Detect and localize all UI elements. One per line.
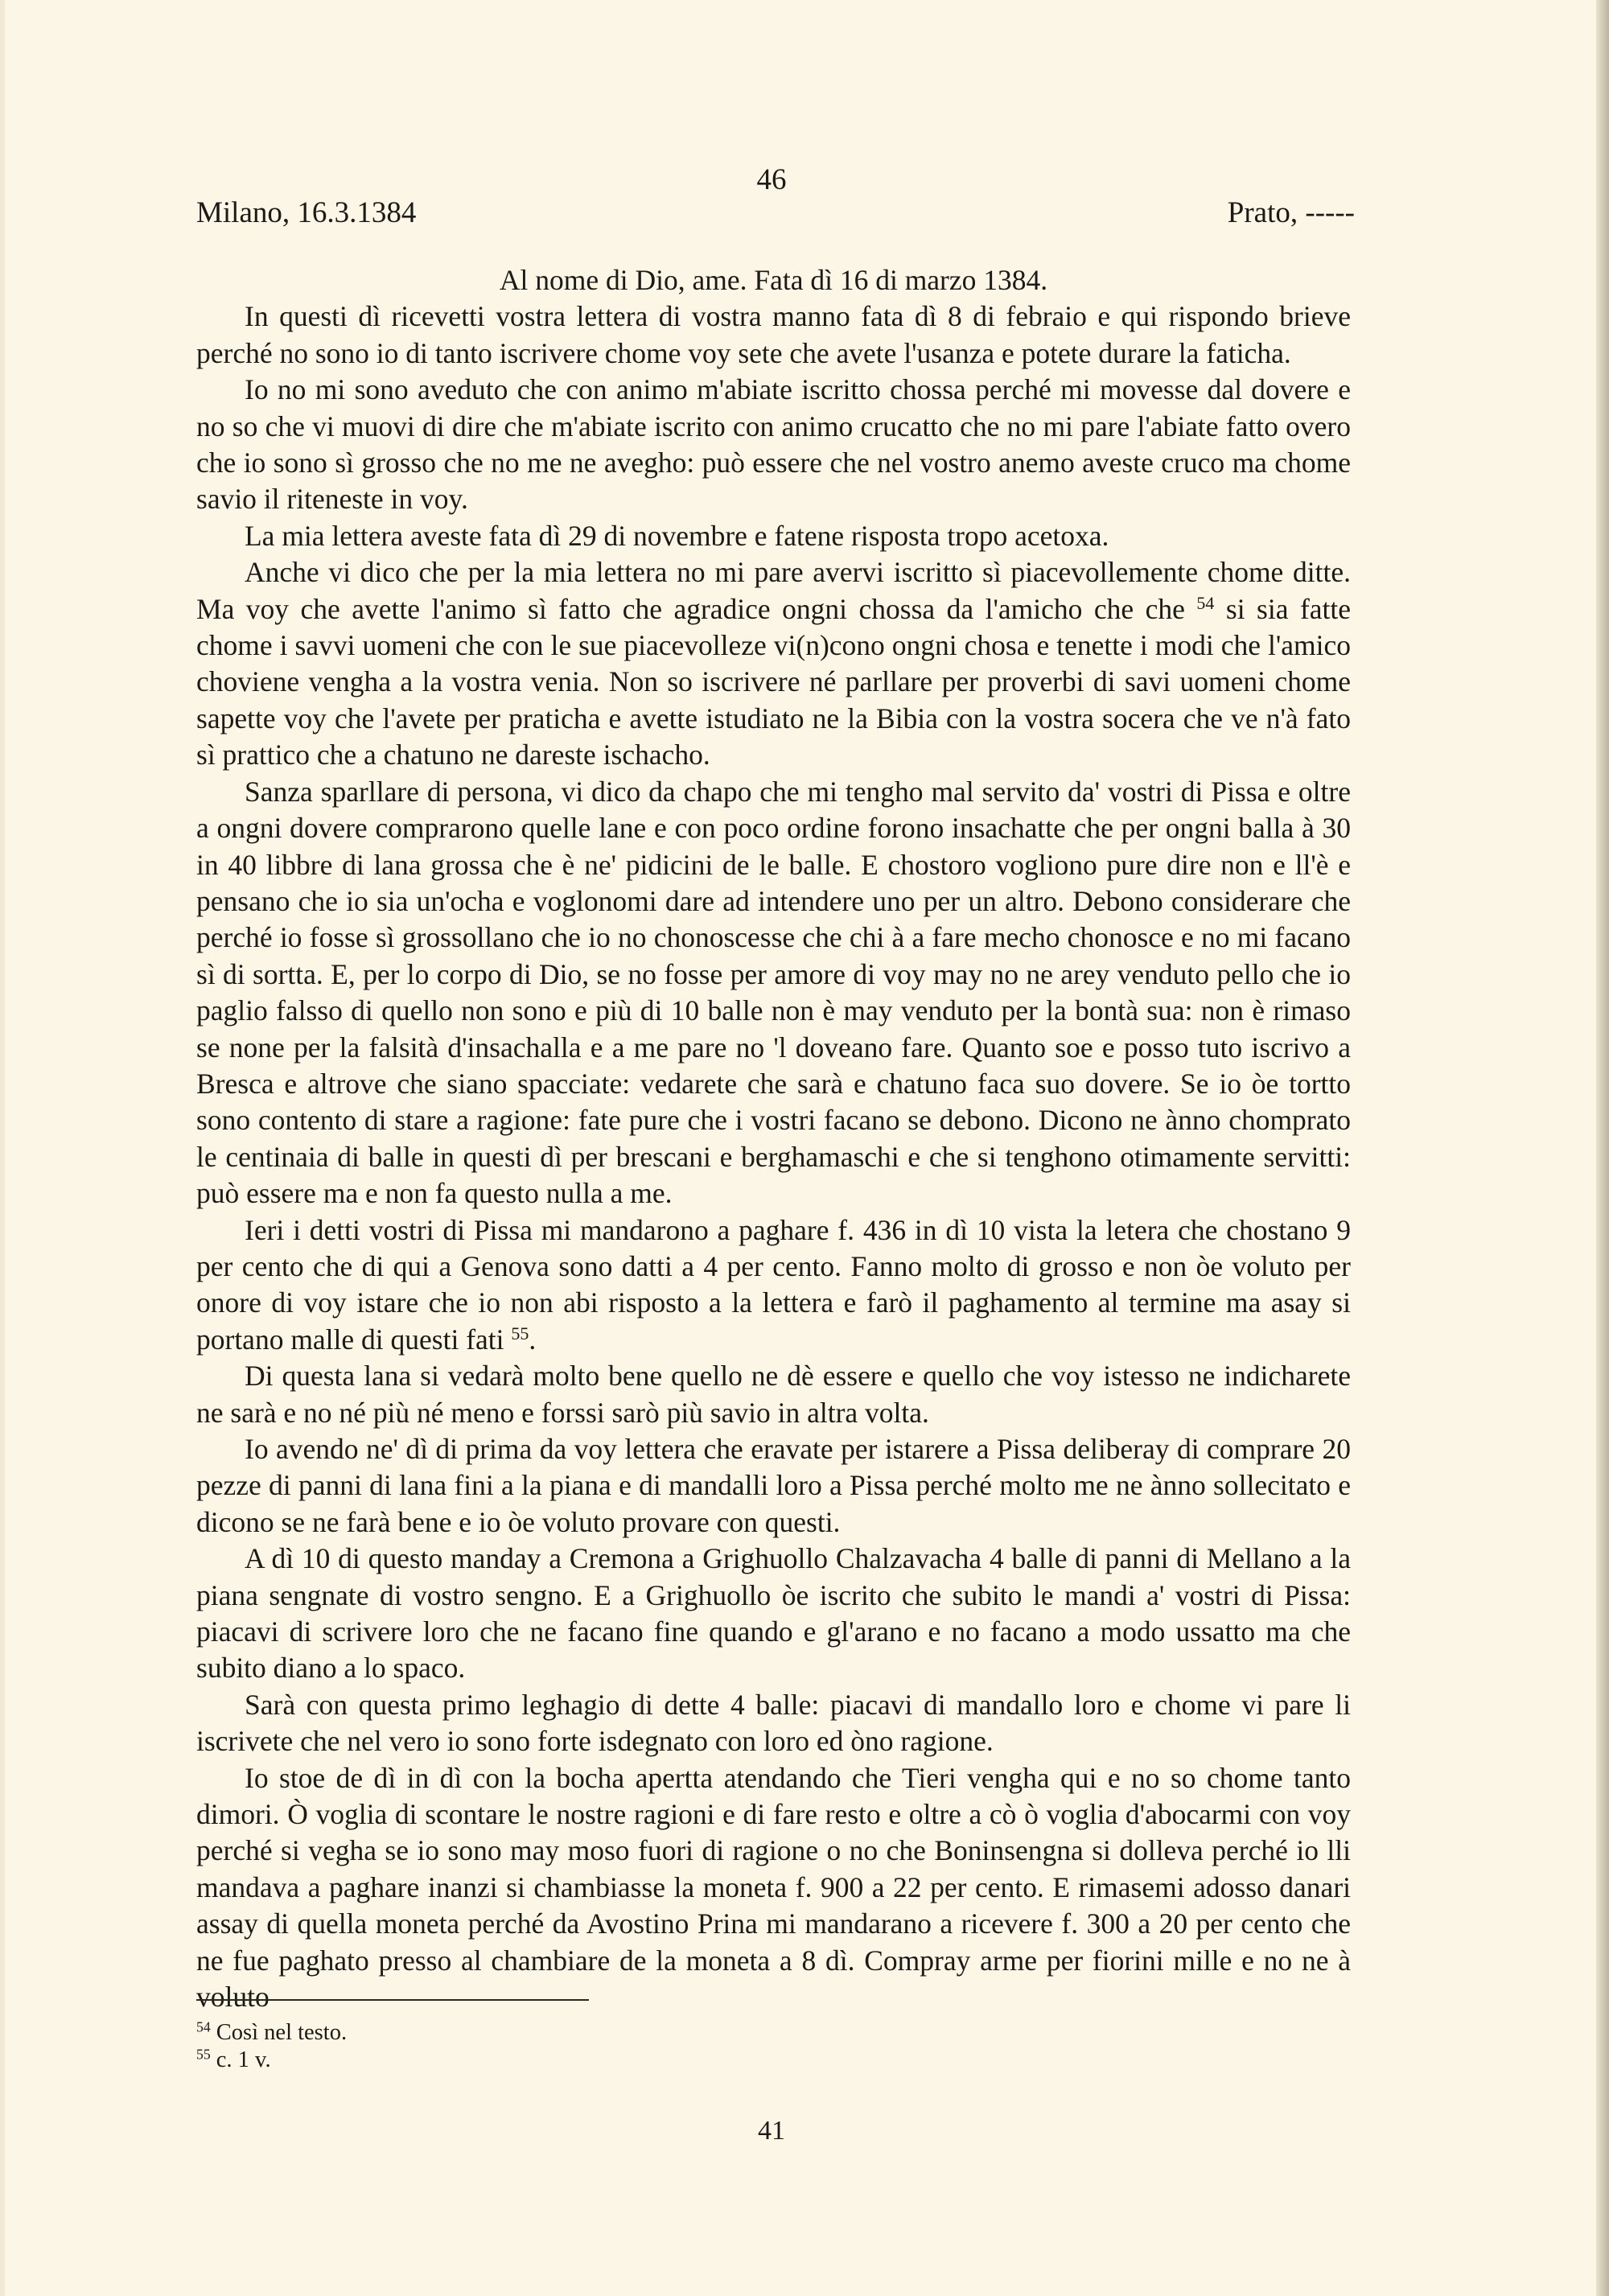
paragraph-text-continued: si sia fatte chome i savvi uomeni che con le sue piacevolleze vi(n)cono ongni chosa e tenette i modi che l'amico choviene vengha a la vostra venia. Non so iscrivere né parllare per proverbi di savi uomeni chome sapette voy che l'avete per praticha e avette istudiato ne la Bibia con la vostra socera che ve n'à fato sì prattico che a chatuno ne dareste ischacho. (196, 592, 1352, 772)
paragraph: Io no mi sono aveduto che con animo m'abiate iscritto chossa perché mi movesse dal dovere e no so che vi muovi di dire che m'abiate iscrito con animo crucatto che no mi pare l'abiate fatto overo che io sono sì grosso che no me ne avegho: può essere che nel vostro anemo aveste cruco ma chome savio il riteneste in voy. (196, 373, 1351, 516)
paragraph: Io stoe de dì in dì con la bocha apertta atendando che Tieri vengha qui e no so chome tanto dimori. Ò voglia di scontare le nostre ragioni e di fare resto e oltre a cò ò voglia d'abocarmi con voy perché si vegha se io sono may moso fuori di ragione o no che Boninsengna si dolleva perché io lli mandava a paghare inanzi si chambiasse la moneta f. 900 a 22 per cento. E rimasemi adosso danari assay di quella moneta perché da Avostino Prina mi mandarano a ricevere f. 300 a 20 per cento che ne fue paghato presso al chambiare de la moneta a 8 dì. Compray arme per fiorini mille e no ne à voluto (196, 1761, 1351, 2014)
paragraph-text-continued: . (529, 1323, 537, 1356)
footnote-divider (196, 1999, 589, 2001)
footnote-54 (196, 2019, 347, 2047)
document-number: 46 (756, 163, 787, 196)
footnote-ref-55[interactable]: 55 (511, 1323, 529, 1343)
letter-body (196, 262, 1351, 2016)
paragraph: Sanza sparllare di persona, vi dico da chapo che mi tengho mal servito da' vostri di Pissa e oltre a ongni dovere comprarono quelle lane e con poco ordine forono insachatte che per ongni balla à 30 in 40 libbre di lana grossa che è ne' pidicini de le balle. E chostoro vogliono pure dire non e ll'è e pensano che io sia un'ocha e voglonomi dare ad intendere uno per un altro. Debono considerare che perché io fosse sì grossollano che io no chonoscesse che chi à a fare mecho chonosce e no mi facano sì di sortta. E, per lo corpo di Dio, se no fosse per amore di voy may no ne arey venduto pello che io paglio falsso di quello non sono e più di 10 balle non è may venduto per la bontà sua: non è rimaso se none per la falsità d'insachalla e a me pare no 'l doveano fare. Quanto soe e posso tuto iscrivo a Bresca e altrove che siano spacciate: vedarete che sarà e chatuno faca suo dovere. Se io òe tortto sono contento di stare a ragione: fate pure che i vostri facano se debono. Dicono ne ànno chomprato le centinaia di balle in questi dì per brescani e berghamaschi e che si tenghono otimamente servitti: può essere ma e non fa questo nulla a me. (196, 775, 1351, 1210)
paragraph: Di questa lana si vedarà molto bene quello ne dè essere e quello che voy istesso ne indicharete ne sarà e no né più né meno e forssi sarò più savio in altra volta. (196, 1360, 1351, 1429)
paragraph (196, 554, 1351, 773)
footnote-number: 55 (196, 2046, 211, 2063)
paragraph: Io avendo ne' dì di prima da voy lettera che eravate per istarere a Pissa deliberay di comprare 20 pezze di panni di lana fini a la piana e di mandalli loro a Pissa perché molto me ne ànno sollecitato e dicono se ne farà bene e io òe voluto provare con questi. (196, 1433, 1351, 1538)
footnotes (196, 2019, 347, 2074)
paragraph: Sarà con questa primo leghagio di dette 4 balle: piacavi di mandallo loro e chome vi pare li iscrivete che nel vero io sono forte isdegnato con loro ed òno ragione. (196, 1688, 1351, 1758)
paragraph (196, 1212, 1351, 1359)
recipient-place: Prato, ----- (1227, 196, 1355, 229)
footnote-text: Così nel testo. (216, 2020, 348, 2045)
page-edge-right (1596, 0, 1609, 2296)
paragraph: A dì 10 di questo manday a Cremona a Grighuollo Chalzavacha 4 balle di panni di Mellano a la piana sengnate di vostro sengno. E a Grighuollo òe iscrito che subito le mandi a' vostri di Pissa: piacavi di scrivere loro che ne facano fine quando e gl'arano e no facano a modo ussatto ma che subito diano a lo spaco. (196, 1542, 1351, 1685)
paragraph: La mia lettera aveste fata dì 29 di novembre e fatene risposta tropo acetoxa. (245, 519, 1109, 552)
paragraph-text: Ieri i detti vostri di Pissa mi mandarono a paghare f. 436 in dì 10 vista la letera che chostano 9 per cento che di qui a Genova sono datti a 4 per cento. Fanno molto di grosso e non òe voluto per onore di voy istare che io non abi risposto a la lettera e farò il paghamento al termine ma asay si portano malle di questi fati (196, 1213, 1351, 1356)
letter-salutation: Al nome di Dio, ame. Fata dì 16 di marzo 1384. (499, 264, 1048, 296)
paragraph: In questi dì ricevetti vostra lettera di vostra manno fata dì 8 di febraio e qui rispondo brieve perché no sono io di tanto iscrivere chome voy sete che avete l'usanza e potete durare la faticha. (196, 300, 1351, 369)
page-number: 41 (758, 2116, 785, 2146)
footnote-55 (196, 2047, 347, 2074)
place-date: Milano, 16.3.1384 (196, 196, 417, 229)
footnote-text: c. 1 v. (216, 2047, 271, 2072)
footnote-ref-54[interactable]: 54 (1196, 592, 1215, 613)
page-edge-left (0, 0, 5, 2296)
footnote-number: 54 (196, 2018, 211, 2035)
paragraph-text: Anche vi dico che per la mia lettera no mi pare avervi iscritto sì piacevollemente chome ditte. Ma voy che avette l'animo sì fatto che agradice ongni chossa da l'amicho che che (196, 556, 1351, 625)
